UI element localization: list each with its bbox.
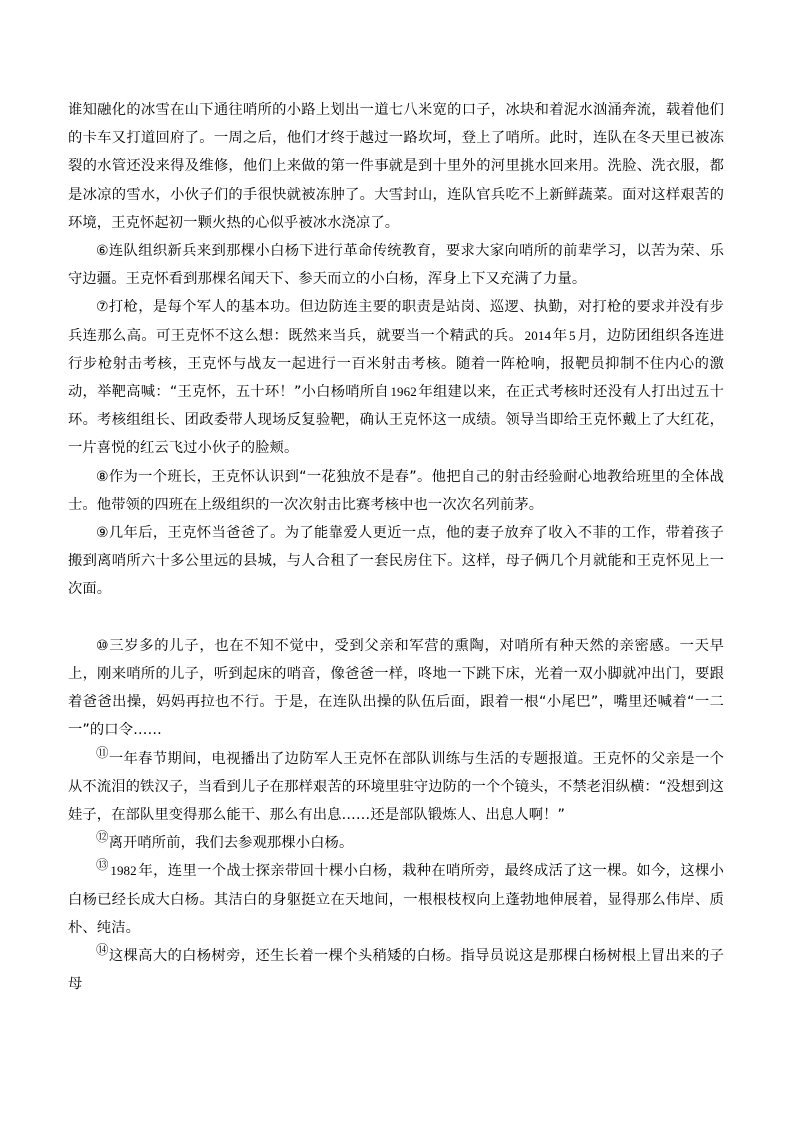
- paragraph-7-text-part-3: 月，边防团组织各连进行步枪射击考核，王克怀与战友一起进行一百米射击考核。随着一阵枪响，报靶员抑制不住内心的激动，举靶高喊：“王克怀，五十环！”小白杨哨所自: [68, 327, 724, 401]
- paragraph-7-month-5: 5: [569, 327, 576, 343]
- paragraph-11: [68, 745, 724, 830]
- paragraph-10: [68, 632, 724, 745]
- paragraph-continuation: 谁知融化的冰雪在山下通往哨所的小路上划出一道七八米宽的口子，冰块和着泥水汹涌奔流，载着他们的卡车又打道回府了。一周之后，他们才终于越过一路坎坷，登上了哨所。此时，连队在冬天里已被冻裂的水管还没来得及维修，他们上来做的第一件事就是到十里外的河里挑水回来用。洗脸、洗衣服，都是冰凉的雪水，小伙子们的手很快就被冻肿了。大雪封山，连队官兵吃不上新鲜蔬菜。面对这样艰苦的环境，王克怀起初一颗火热的心似乎被冰水浇凉了。: [68, 102, 724, 231]
- paragraph-6: [68, 237, 724, 293]
- paragraph-marker-9: ⑨: [96, 525, 109, 542]
- paragraph-12-text: 离开哨所前，我们去参观那棵小白杨。: [108, 835, 354, 852]
- paragraph-9: [68, 519, 724, 604]
- paragraph-7-year-2014: 2014: [524, 327, 552, 343]
- paragraph-12: [68, 829, 724, 857]
- paragraph-9-text: 几年后，王克怀当爸爸了。为了能靠爱人更近一点，他的妻子放弃了收入不菲的工作，带着孩子搬到离哨所六十多公里远的县城，与人合租了一套民房住下。这样，母子俩几个月就能和王克怀见上一次面。: [68, 525, 724, 598]
- paragraph-marker-8: ⑧: [96, 468, 109, 485]
- paragraph-marker-13: ⑬: [96, 857, 109, 873]
- paragraph-13: [68, 857, 724, 942]
- paragraph-13-text-part-1: 年，连里一个战士探亲带回十棵小白杨，栽种在哨所旁，最终成活了这一棵。如今，这棵小白杨已经长成大白杨。其洁白的身躯挺立在天地间，一根根枝杈向上蓬勃地伸展着，显得那么伟岸、质朴、纯洁。: [68, 863, 724, 936]
- paragraph-marker-11: ⑪: [96, 744, 109, 760]
- blank-line-separator: [68, 604, 724, 632]
- paragraph-14: [68, 942, 724, 998]
- paragraph-marker-12: ⑫: [96, 829, 109, 845]
- paragraph-7: [68, 293, 724, 462]
- paragraph-13-year-1982: 1982: [110, 863, 137, 879]
- paragraph-marker-7: ⑦: [96, 299, 109, 316]
- paragraph-6-text: 连队组织新兵来到那棵小白杨下进行革命传统教育，要求大家向哨所的前辈学习，以苦为荣、乐守边疆。王克怀看到那棵名闻天下、参天而立的小白杨，浑身上下又充满了力量。: [68, 243, 724, 288]
- paragraph-marker-6: ⑥: [96, 243, 109, 260]
- paragraph-8-text: 作为一个班长，王克怀认识到“一花独放不是春”。他把自己的射击经验耐心地教给班里的全体战士。他带领的四班在上级组织的一次次射击比赛考核中也一次次名列前茅。: [68, 468, 724, 513]
- paragraph-11-text: 一年春节期间，电视播出了边防军人王克怀在部队训练与生活的专题报道。王克怀的父亲是一个从不流泪的铁汉子，当看到儿子在那样艰苦的环境里驻守边防的一个个镜头，不禁老泪纵横：“没想到这娃子，在部队里变得那么能干、那么有出息……还是部队锻炼人、出息人啊！”: [68, 750, 724, 824]
- paragraph-14-text: 这棵高大的白杨树旁，还生长着一棵个头稍矮的白杨。指导员说这是那棵白杨树根上冒出来的子母: [68, 948, 724, 993]
- paragraph-7-year-1962: 1962: [390, 384, 417, 400]
- paragraph-7-text-part-4: 年组建以来，在正式考核时还没有人打出过五十环。考核组组长、团政委带人现场反复验靶，确认王克怀这一成绩。领导当即给王克怀戴上了大红花，一片喜悦的红云飞过小伙子的脸颊。: [68, 384, 724, 457]
- paragraph-7-text-part-2: 年: [552, 327, 568, 344]
- paragraph-8: [68, 463, 724, 519]
- paragraph-marker-10: ⑩: [96, 637, 110, 654]
- document-text-body: [68, 96, 724, 998]
- paragraph-marker-14: ⑭: [96, 942, 109, 958]
- paragraph-10-text: 三岁多的儿子，也在不知不觉中，受到父亲和军营的熏陶，对哨所有种天然的亲密感。一天早上，刚来哨所的儿子，听到起床的哨音，像爸爸一样，咚地一下跳下床，光着一双小脚就冲出门，要跟着爸爸出操，妈妈再拉也不行。于是，在连队出操的队伍后面，跟着一根“小尾巴”，嘴里还喊着“一二一”的口令……: [68, 637, 724, 739]
- paragraph-7-text-part-1: 打枪，是每个军人的基本功。但边防连主要的职责是站岗、巡逻、执勤，对打枪的要求并没有步兵连那么高。可王克怀不这么想：既然来当兵，就要当一个精武的兵。: [68, 299, 724, 344]
